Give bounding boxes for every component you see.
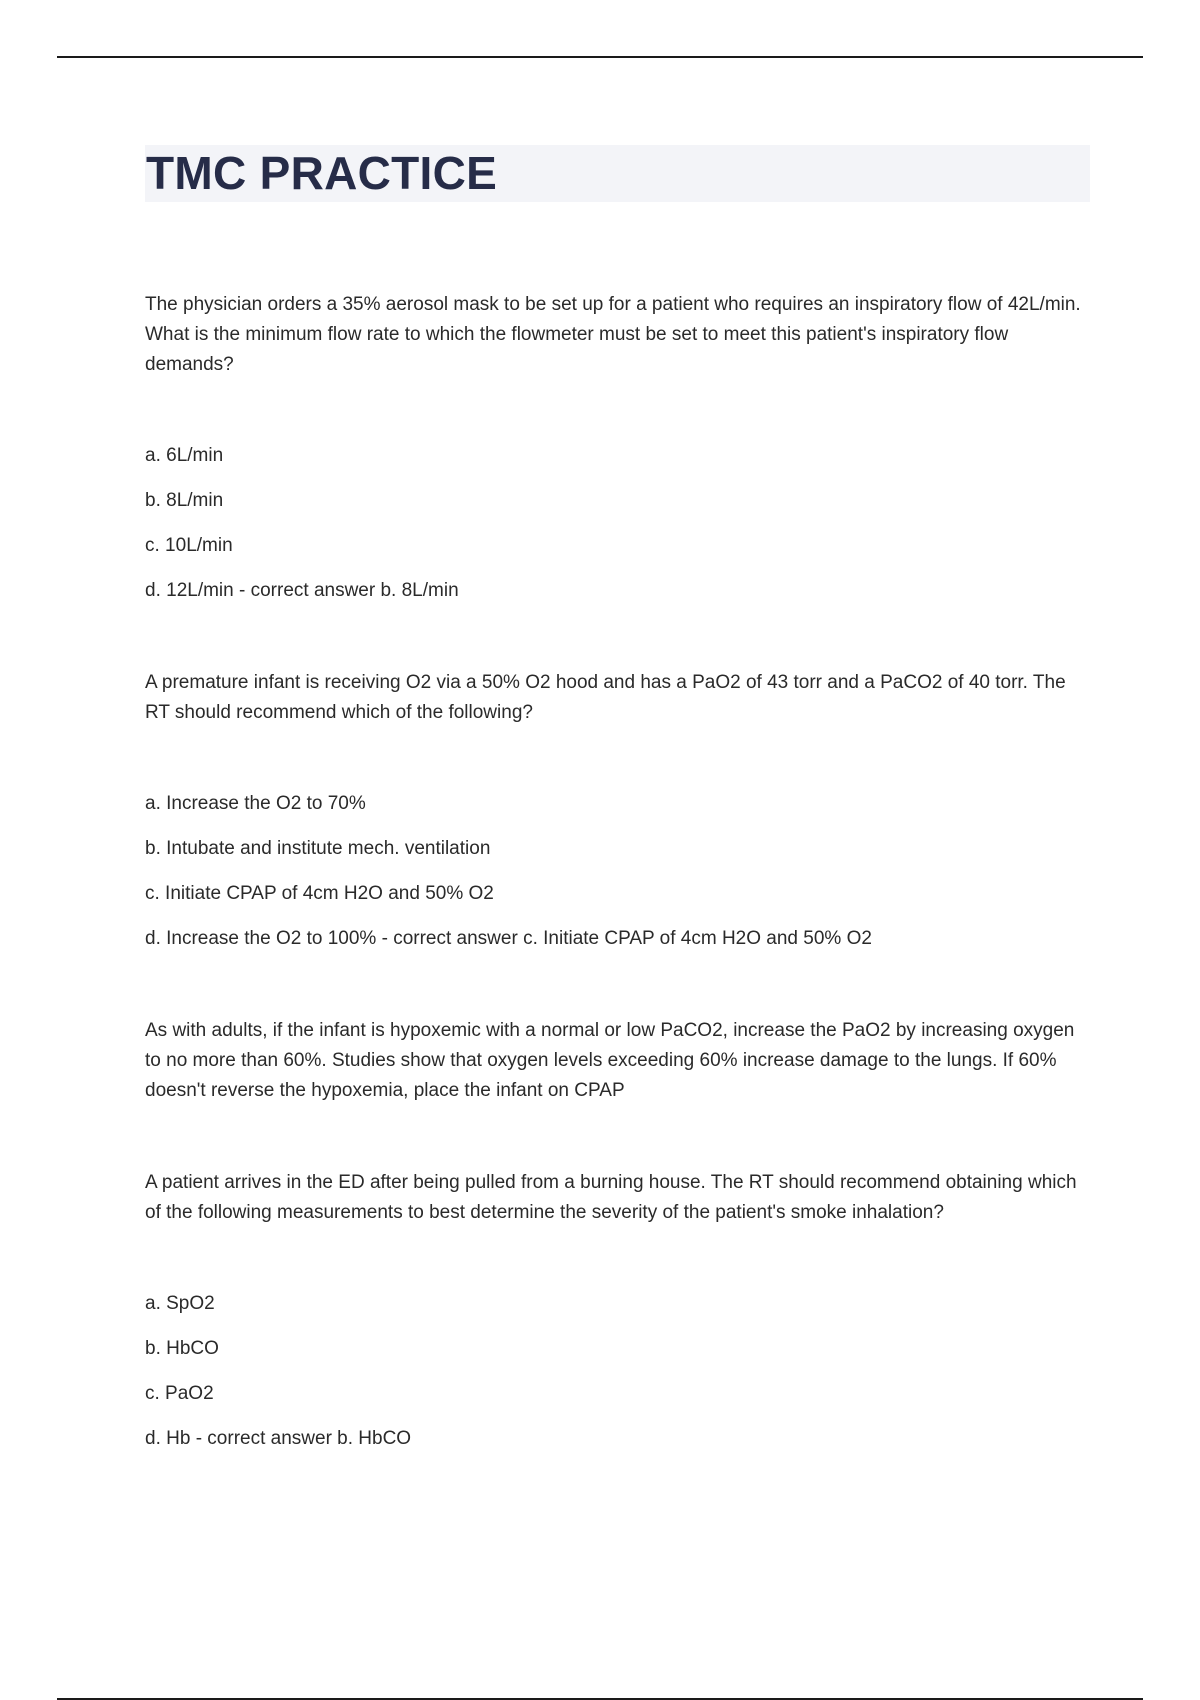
question-3-option-a: a. SpO2 <box>145 1293 215 1314</box>
question-2-option-c: c. Initiate CPAP of 4cm H2O and 50% O2 <box>145 883 494 904</box>
question-2-option-a: a. Increase the O2 to 70% <box>145 793 366 814</box>
question-1-text: The physician orders a 35% aerosol mask to be set up for a patient who requires an inspiratory flow of 42L/min. What is the minimum flow rate to which the flowmeter must be set to meet this patient's inspiratory flow demands? <box>145 294 1081 375</box>
question-3-option-c: c. PaO2 <box>145 1383 214 1404</box>
question-1-option-b: b. 8L/min <box>145 490 224 511</box>
question-2-option-d: d. Increase the O2 to 100% - correct answer c. Initiate CPAP of 4cm H2O and 50% O2 <box>145 928 872 949</box>
top-rule <box>57 56 1143 58</box>
question-1-options <box>145 441 1090 606</box>
question-1-option-d: d. 12L/min - correct answer b. 8L/min <box>145 580 459 601</box>
question-1-option-c: c. 10L/min <box>145 535 233 556</box>
question-3-option-d: d. Hb - correct answer b. HbCO <box>145 1428 412 1449</box>
question-3-option-b: b. HbCO <box>145 1338 219 1359</box>
spacer <box>145 606 1090 668</box>
spacer <box>145 1106 1090 1168</box>
spacer <box>145 728 1090 789</box>
question-2-text: A premature infant is receiving O2 via a 50% O2 hood and has a PaO2 of 43 torr and a PaCO2 of 40 torr. The RT should recommend which of the following? <box>145 672 1066 723</box>
document-body <box>145 290 1090 1454</box>
spacer <box>145 954 1090 1016</box>
page-title: TMC PRACTICE <box>146 147 498 199</box>
spacer <box>145 1228 1090 1289</box>
question-3-options <box>145 1289 1090 1454</box>
question-2-option-b: b. Intubate and institute mech. ventilation <box>145 838 491 859</box>
question-2-options <box>145 789 1090 954</box>
explanation-1-text: As with adults, if the infant is hypoxemic with a normal or low PaCO2, increase the PaO2 by increasing oxygen to no more than 60%. Studies show that oxygen levels exceeding 60% increase damage to the lungs. If 60% doesn't reverse the hypoxemia, place the infant on CPAP <box>145 1020 1075 1101</box>
question-3-text: A patient arrives in the ED after being pulled from a burning house. The RT should recommend obtaining which of the following measurements to best determine the severity of the patient's smoke inhalation? <box>145 1172 1077 1223</box>
question-1-option-a: a. 6L/min <box>145 445 224 466</box>
